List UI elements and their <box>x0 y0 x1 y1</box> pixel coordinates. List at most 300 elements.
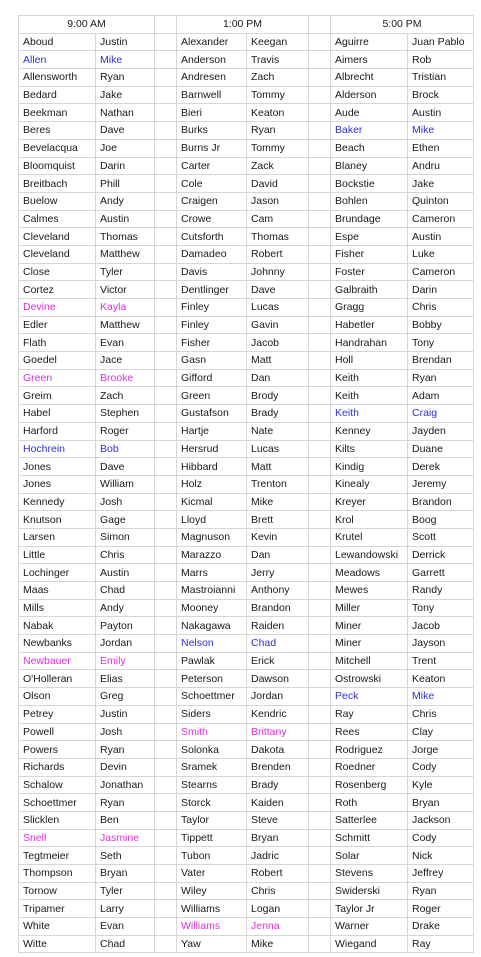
gap-cell[interactable] <box>309 157 331 175</box>
gap-cell[interactable] <box>309 458 331 476</box>
last-name-cell-1pm[interactable]: Finley <box>177 299 247 317</box>
gap-cell[interactable] <box>309 705 331 723</box>
first-name-cell-1pm[interactable]: Kendric <box>247 705 309 723</box>
gap-cell[interactable] <box>155 16 177 34</box>
first-name-cell-5pm[interactable]: Jacob <box>408 617 474 635</box>
first-name-cell-5pm[interactable]: Jake <box>408 175 474 193</box>
last-name-cell-5pm[interactable]: Bockstie <box>331 175 408 193</box>
last-name-cell-5pm[interactable]: Rees <box>331 723 408 741</box>
first-name-cell-1pm[interactable]: Robert <box>247 865 309 883</box>
first-name-cell-5pm[interactable]: Ethen <box>408 139 474 157</box>
last-name-cell-1pm[interactable]: Taylor <box>177 811 247 829</box>
gap-cell[interactable] <box>155 564 177 582</box>
first-name-cell-1pm[interactable]: Jason <box>247 192 309 210</box>
last-name-cell-5pm[interactable]: Foster <box>331 263 408 281</box>
first-name-cell-5pm[interactable]: Andru <box>408 157 474 175</box>
last-name-cell-9am[interactable]: Little <box>19 546 96 564</box>
first-name-cell-1pm[interactable]: Brandon <box>247 599 309 617</box>
first-name-cell-9am[interactable]: Kayla <box>96 299 155 317</box>
first-name-cell-1pm[interactable]: Bryan <box>247 829 309 847</box>
first-name-cell-1pm[interactable]: Lucas <box>247 440 309 458</box>
first-name-cell-5pm[interactable]: Bobby <box>408 316 474 334</box>
last-name-cell-9am[interactable]: Flath <box>19 334 96 352</box>
first-name-cell-5pm[interactable]: Nick <box>408 847 474 865</box>
first-name-cell-1pm[interactable]: Thomas <box>247 228 309 246</box>
first-name-cell-1pm[interactable]: Zack <box>247 157 309 175</box>
gap-cell[interactable] <box>155 811 177 829</box>
first-name-cell-5pm[interactable]: Keaton <box>408 670 474 688</box>
gap-cell[interactable] <box>155 387 177 405</box>
first-name-cell-9am[interactable]: Devin <box>96 758 155 776</box>
last-name-cell-5pm[interactable]: Galbraith <box>331 281 408 299</box>
first-name-cell-5pm[interactable]: Cameron <box>408 263 474 281</box>
last-name-cell-9am[interactable]: Powers <box>19 741 96 759</box>
first-name-cell-9am[interactable]: Tyler <box>96 263 155 281</box>
first-name-cell-9am[interactable]: Brooke <box>96 369 155 387</box>
first-name-cell-9am[interactable]: Emily <box>96 652 155 670</box>
gap-cell[interactable] <box>155 829 177 847</box>
last-name-cell-9am[interactable]: Nabak <box>19 617 96 635</box>
last-name-cell-1pm[interactable]: Carter <box>177 157 247 175</box>
last-name-cell-5pm[interactable]: Habetler <box>331 316 408 334</box>
last-name-cell-1pm[interactable]: Wiley <box>177 882 247 900</box>
first-name-cell-5pm[interactable]: Juan Pablo <box>408 33 474 51</box>
first-name-cell-9am[interactable]: Evan <box>96 918 155 936</box>
first-name-cell-1pm[interactable]: Brittany <box>247 723 309 741</box>
last-name-cell-1pm[interactable]: Marrs <box>177 564 247 582</box>
first-name-cell-5pm[interactable]: Duane <box>408 440 474 458</box>
last-name-cell-5pm[interactable]: Fisher <box>331 245 408 263</box>
last-name-cell-5pm[interactable]: Stevens <box>331 865 408 883</box>
first-name-cell-5pm[interactable]: Tony <box>408 334 474 352</box>
gap-cell[interactable] <box>309 617 331 635</box>
first-name-cell-9am[interactable]: Matthew <box>96 316 155 334</box>
last-name-cell-9am[interactable]: Olson <box>19 688 96 706</box>
first-name-cell-5pm[interactable]: Drake <box>408 918 474 936</box>
first-name-cell-9am[interactable]: Roger <box>96 422 155 440</box>
first-name-cell-9am[interactable]: Payton <box>96 617 155 635</box>
gap-cell[interactable] <box>309 69 331 87</box>
last-name-cell-9am[interactable]: Greim <box>19 387 96 405</box>
last-name-cell-9am[interactable]: Breitbach <box>19 175 96 193</box>
first-name-cell-5pm[interactable]: Jorge <box>408 741 474 759</box>
gap-cell[interactable] <box>155 245 177 263</box>
gap-cell[interactable] <box>155 334 177 352</box>
gap-cell[interactable] <box>309 263 331 281</box>
first-name-cell-9am[interactable]: Joe <box>96 139 155 157</box>
first-name-cell-9am[interactable]: Bryan <box>96 865 155 883</box>
first-name-cell-5pm[interactable]: Garrett <box>408 564 474 582</box>
last-name-cell-5pm[interactable]: Keith <box>331 387 408 405</box>
gap-cell[interactable] <box>155 104 177 122</box>
first-name-cell-9am[interactable]: Nathan <box>96 104 155 122</box>
first-name-cell-9am[interactable]: Chris <box>96 546 155 564</box>
last-name-cell-9am[interactable]: Hochrein <box>19 440 96 458</box>
first-name-cell-1pm[interactable]: Mike <box>247 493 309 511</box>
last-name-cell-5pm[interactable]: Swiderski <box>331 882 408 900</box>
gap-cell[interactable] <box>309 175 331 193</box>
first-name-cell-1pm[interactable]: Anthony <box>247 582 309 600</box>
gap-cell[interactable] <box>155 122 177 140</box>
first-name-cell-1pm[interactable]: Tommy <box>247 86 309 104</box>
first-name-cell-1pm[interactable]: Brady <box>247 776 309 794</box>
first-name-cell-5pm[interactable]: Ray <box>408 935 474 953</box>
last-name-cell-5pm[interactable]: Roth <box>331 794 408 812</box>
gap-cell[interactable] <box>155 69 177 87</box>
first-name-cell-1pm[interactable]: Raiden <box>247 617 309 635</box>
last-name-cell-5pm[interactable]: Rodriguez <box>331 741 408 759</box>
first-name-cell-9am[interactable]: Gage <box>96 511 155 529</box>
last-name-cell-9am[interactable]: Habel <box>19 405 96 423</box>
last-name-cell-9am[interactable]: Richards <box>19 758 96 776</box>
first-name-cell-5pm[interactable]: Trent <box>408 652 474 670</box>
last-name-cell-5pm[interactable]: Keith <box>331 369 408 387</box>
last-name-cell-5pm[interactable]: Blaney <box>331 157 408 175</box>
last-name-cell-9am[interactable]: Thompson <box>19 865 96 883</box>
gap-cell[interactable] <box>309 564 331 582</box>
last-name-cell-9am[interactable]: Beekman <box>19 104 96 122</box>
gap-cell[interactable] <box>155 493 177 511</box>
last-name-cell-1pm[interactable]: Holz <box>177 475 247 493</box>
last-name-cell-9am[interactable]: Slicklen <box>19 811 96 829</box>
first-name-cell-1pm[interactable]: Jenna <box>247 918 309 936</box>
first-name-cell-9am[interactable]: William <box>96 475 155 493</box>
last-name-cell-9am[interactable]: Jones <box>19 458 96 476</box>
last-name-cell-5pm[interactable]: Schmitt <box>331 829 408 847</box>
last-name-cell-1pm[interactable]: Hartje <box>177 422 247 440</box>
last-name-cell-5pm[interactable]: Beach <box>331 139 408 157</box>
last-name-cell-9am[interactable]: Schoettmer <box>19 794 96 812</box>
last-name-cell-5pm[interactable]: Bohlen <box>331 192 408 210</box>
gap-cell[interactable] <box>309 847 331 865</box>
first-name-cell-9am[interactable]: Elias <box>96 670 155 688</box>
first-name-cell-1pm[interactable]: Chad <box>247 635 309 653</box>
last-name-cell-5pm[interactable]: Miner <box>331 617 408 635</box>
first-name-cell-9am[interactable]: Josh <box>96 493 155 511</box>
last-name-cell-9am[interactable]: Bedard <box>19 86 96 104</box>
gap-cell[interactable] <box>309 86 331 104</box>
last-name-cell-5pm[interactable]: Holl <box>331 352 408 370</box>
first-name-cell-9am[interactable]: Tyler <box>96 882 155 900</box>
last-name-cell-1pm[interactable]: Andresen <box>177 69 247 87</box>
last-name-cell-1pm[interactable]: Nelson <box>177 635 247 653</box>
first-name-cell-1pm[interactable]: Brenden <box>247 758 309 776</box>
last-name-cell-9am[interactable]: Buelow <box>19 192 96 210</box>
first-name-cell-5pm[interactable]: Randy <box>408 582 474 600</box>
first-name-cell-1pm[interactable]: Matt <box>247 458 309 476</box>
first-name-cell-5pm[interactable]: Chris <box>408 299 474 317</box>
last-name-cell-9am[interactable]: Kennedy <box>19 493 96 511</box>
first-name-cell-1pm[interactable]: Dawson <box>247 670 309 688</box>
last-name-cell-1pm[interactable]: Kicmal <box>177 493 247 511</box>
last-name-cell-9am[interactable]: Harford <box>19 422 96 440</box>
gap-cell[interactable] <box>309 741 331 759</box>
first-name-cell-5pm[interactable]: Brendan <box>408 352 474 370</box>
gap-cell[interactable] <box>309 493 331 511</box>
first-name-cell-9am[interactable]: Darin <box>96 157 155 175</box>
last-name-cell-5pm[interactable]: Kinealy <box>331 475 408 493</box>
last-name-cell-5pm[interactable]: Krol <box>331 511 408 529</box>
gap-cell[interactable] <box>155 935 177 953</box>
first-name-cell-9am[interactable]: Ryan <box>96 69 155 87</box>
last-name-cell-5pm[interactable]: Aude <box>331 104 408 122</box>
first-name-cell-5pm[interactable]: Austin <box>408 228 474 246</box>
last-name-cell-9am[interactable]: O'Holleran <box>19 670 96 688</box>
gap-cell[interactable] <box>309 16 331 34</box>
gap-cell[interactable] <box>309 688 331 706</box>
first-name-cell-9am[interactable]: Phill <box>96 175 155 193</box>
gap-cell[interactable] <box>155 440 177 458</box>
gap-cell[interactable] <box>155 405 177 423</box>
first-name-cell-5pm[interactable]: Kyle <box>408 776 474 794</box>
first-name-cell-9am[interactable]: Greg <box>96 688 155 706</box>
gap-cell[interactable] <box>309 528 331 546</box>
last-name-cell-1pm[interactable]: Lloyd <box>177 511 247 529</box>
gap-cell[interactable] <box>309 405 331 423</box>
first-name-cell-9am[interactable]: Simon <box>96 528 155 546</box>
first-name-cell-1pm[interactable]: Jerry <box>247 564 309 582</box>
last-name-cell-1pm[interactable]: Peterson <box>177 670 247 688</box>
first-name-cell-5pm[interactable]: Derek <box>408 458 474 476</box>
last-name-cell-5pm[interactable]: Espe <box>331 228 408 246</box>
gap-cell[interactable] <box>155 688 177 706</box>
first-name-cell-1pm[interactable]: Jordan <box>247 688 309 706</box>
first-name-cell-1pm[interactable]: David <box>247 175 309 193</box>
last-name-cell-1pm[interactable]: Vater <box>177 865 247 883</box>
gap-cell[interactable] <box>155 599 177 617</box>
first-name-cell-5pm[interactable]: Jeremy <box>408 475 474 493</box>
first-name-cell-5pm[interactable]: Brandon <box>408 493 474 511</box>
first-name-cell-5pm[interactable]: Cameron <box>408 210 474 228</box>
last-name-cell-5pm[interactable]: Peck <box>331 688 408 706</box>
gap-cell[interactable] <box>155 33 177 51</box>
last-name-cell-9am[interactable]: White <box>19 918 96 936</box>
first-name-cell-5pm[interactable]: Boog <box>408 511 474 529</box>
first-name-cell-1pm[interactable]: Matt <box>247 352 309 370</box>
first-name-cell-5pm[interactable]: Bryan <box>408 794 474 812</box>
gap-cell[interactable] <box>309 723 331 741</box>
gap-cell[interactable] <box>155 723 177 741</box>
first-name-cell-9am[interactable]: Josh <box>96 723 155 741</box>
last-name-cell-9am[interactable]: Schalow <box>19 776 96 794</box>
first-name-cell-5pm[interactable]: Roger <box>408 900 474 918</box>
first-name-cell-1pm[interactable]: Cam <box>247 210 309 228</box>
gap-cell[interactable] <box>309 387 331 405</box>
gap-cell[interactable] <box>155 741 177 759</box>
last-name-cell-5pm[interactable]: Meadows <box>331 564 408 582</box>
first-name-cell-5pm[interactable]: Cody <box>408 758 474 776</box>
gap-cell[interactable] <box>155 210 177 228</box>
last-name-cell-1pm[interactable]: Siders <box>177 705 247 723</box>
gap-cell[interactable] <box>309 440 331 458</box>
last-name-cell-1pm[interactable]: Fisher <box>177 334 247 352</box>
first-name-cell-5pm[interactable]: Jackson <box>408 811 474 829</box>
last-name-cell-5pm[interactable]: Solar <box>331 847 408 865</box>
first-name-cell-5pm[interactable]: Rob <box>408 51 474 69</box>
header-1pm[interactable]: 1:00 PM <box>177 16 309 34</box>
first-name-cell-9am[interactable]: Mike <box>96 51 155 69</box>
gap-cell[interactable] <box>155 670 177 688</box>
gap-cell[interactable] <box>155 263 177 281</box>
header-9am[interactable]: 9:00 AM <box>19 16 155 34</box>
last-name-cell-1pm[interactable]: Gustafson <box>177 405 247 423</box>
first-name-cell-5pm[interactable]: Cody <box>408 829 474 847</box>
last-name-cell-1pm[interactable]: Stearns <box>177 776 247 794</box>
last-name-cell-9am[interactable]: Larsen <box>19 528 96 546</box>
first-name-cell-9am[interactable]: Jasmine <box>96 829 155 847</box>
last-name-cell-1pm[interactable]: Dentlinger <box>177 281 247 299</box>
last-name-cell-1pm[interactable]: Hersrud <box>177 440 247 458</box>
gap-cell[interactable] <box>155 228 177 246</box>
gap-cell[interactable] <box>155 865 177 883</box>
first-name-cell-9am[interactable]: Larry <box>96 900 155 918</box>
last-name-cell-9am[interactable]: Maas <box>19 582 96 600</box>
last-name-cell-5pm[interactable]: Albrecht <box>331 69 408 87</box>
last-name-cell-9am[interactable]: Cleveland <box>19 228 96 246</box>
first-name-cell-1pm[interactable]: Gavin <box>247 316 309 334</box>
last-name-cell-1pm[interactable]: Gasn <box>177 352 247 370</box>
last-name-cell-5pm[interactable]: Lewandowski <box>331 546 408 564</box>
last-name-cell-5pm[interactable]: Warner <box>331 918 408 936</box>
gap-cell[interactable] <box>155 475 177 493</box>
last-name-cell-1pm[interactable]: Burks <box>177 122 247 140</box>
gap-cell[interactable] <box>309 334 331 352</box>
first-name-cell-5pm[interactable]: Brock <box>408 86 474 104</box>
first-name-cell-9am[interactable]: Ryan <box>96 794 155 812</box>
last-name-cell-9am[interactable]: Allensworth <box>19 69 96 87</box>
last-name-cell-5pm[interactable]: Kenney <box>331 422 408 440</box>
gap-cell[interactable] <box>155 157 177 175</box>
first-name-cell-1pm[interactable]: Lucas <box>247 299 309 317</box>
first-name-cell-5pm[interactable]: Chris <box>408 705 474 723</box>
last-name-cell-5pm[interactable]: Baker <box>331 122 408 140</box>
first-name-cell-9am[interactable]: Jace <box>96 352 155 370</box>
first-name-cell-1pm[interactable]: Logan <box>247 900 309 918</box>
first-name-cell-5pm[interactable]: Austin <box>408 104 474 122</box>
first-name-cell-9am[interactable]: Ben <box>96 811 155 829</box>
gap-cell[interactable] <box>155 192 177 210</box>
last-name-cell-5pm[interactable]: Brundage <box>331 210 408 228</box>
first-name-cell-1pm[interactable]: Dan <box>247 369 309 387</box>
gap-cell[interactable] <box>155 776 177 794</box>
last-name-cell-9am[interactable]: Mills <box>19 599 96 617</box>
gap-cell[interactable] <box>309 210 331 228</box>
gap-cell[interactable] <box>155 369 177 387</box>
last-name-cell-9am[interactable]: Tripamer <box>19 900 96 918</box>
last-name-cell-1pm[interactable]: Magnuson <box>177 528 247 546</box>
first-name-cell-1pm[interactable]: Robert <box>247 245 309 263</box>
first-name-cell-9am[interactable]: Matthew <box>96 245 155 263</box>
last-name-cell-1pm[interactable]: Mastroianni <box>177 582 247 600</box>
first-name-cell-1pm[interactable]: Mike <box>247 935 309 953</box>
first-name-cell-5pm[interactable]: Derrick <box>408 546 474 564</box>
last-name-cell-9am[interactable]: Goedel <box>19 352 96 370</box>
last-name-cell-1pm[interactable]: Gifford <box>177 369 247 387</box>
first-name-cell-5pm[interactable]: Mike <box>408 688 474 706</box>
gap-cell[interactable] <box>309 299 331 317</box>
last-name-cell-1pm[interactable]: Anderson <box>177 51 247 69</box>
last-name-cell-1pm[interactable]: Yaw <box>177 935 247 953</box>
gap-cell[interactable] <box>309 122 331 140</box>
first-name-cell-9am[interactable]: Austin <box>96 210 155 228</box>
last-name-cell-5pm[interactable]: Mitchell <box>331 652 408 670</box>
gap-cell[interactable] <box>155 86 177 104</box>
first-name-cell-1pm[interactable]: Brady <box>247 405 309 423</box>
first-name-cell-1pm[interactable]: Tommy <box>247 139 309 157</box>
gap-cell[interactable] <box>155 51 177 69</box>
first-name-cell-1pm[interactable]: Johnny <box>247 263 309 281</box>
gap-cell[interactable] <box>155 139 177 157</box>
gap-cell[interactable] <box>155 299 177 317</box>
last-name-cell-5pm[interactable]: Handrahan <box>331 334 408 352</box>
first-name-cell-9am[interactable]: Thomas <box>96 228 155 246</box>
gap-cell[interactable] <box>309 316 331 334</box>
gap-cell[interactable] <box>309 51 331 69</box>
first-name-cell-5pm[interactable]: Ryan <box>408 369 474 387</box>
last-name-cell-9am[interactable]: Aboud <box>19 33 96 51</box>
first-name-cell-9am[interactable]: Seth <box>96 847 155 865</box>
first-name-cell-9am[interactable]: Justin <box>96 705 155 723</box>
first-name-cell-5pm[interactable]: Mike <box>408 122 474 140</box>
gap-cell[interactable] <box>155 175 177 193</box>
last-name-cell-5pm[interactable]: Kilts <box>331 440 408 458</box>
last-name-cell-1pm[interactable]: Craigen <box>177 192 247 210</box>
last-name-cell-1pm[interactable]: Bieri <box>177 104 247 122</box>
last-name-cell-1pm[interactable]: Barnwell <box>177 86 247 104</box>
last-name-cell-9am[interactable]: Jones <box>19 475 96 493</box>
last-name-cell-5pm[interactable]: Wiegand <box>331 935 408 953</box>
last-name-cell-1pm[interactable]: Green <box>177 387 247 405</box>
last-name-cell-5pm[interactable]: Mewes <box>331 582 408 600</box>
first-name-cell-5pm[interactable]: Adam <box>408 387 474 405</box>
last-name-cell-5pm[interactable]: Taylor Jr <box>331 900 408 918</box>
last-name-cell-1pm[interactable]: Mooney <box>177 599 247 617</box>
first-name-cell-1pm[interactable]: Kevin <box>247 528 309 546</box>
last-name-cell-5pm[interactable]: Kindig <box>331 458 408 476</box>
last-name-cell-9am[interactable]: Cleveland <box>19 245 96 263</box>
last-name-cell-1pm[interactable]: Alexander <box>177 33 247 51</box>
gap-cell[interactable] <box>155 847 177 865</box>
first-name-cell-1pm[interactable]: Keaton <box>247 104 309 122</box>
first-name-cell-1pm[interactable]: Steve <box>247 811 309 829</box>
gap-cell[interactable] <box>155 900 177 918</box>
gap-cell[interactable] <box>309 794 331 812</box>
first-name-cell-1pm[interactable]: Brody <box>247 387 309 405</box>
first-name-cell-9am[interactable]: Bob <box>96 440 155 458</box>
last-name-cell-5pm[interactable]: Miner <box>331 635 408 653</box>
first-name-cell-1pm[interactable]: Jacob <box>247 334 309 352</box>
first-name-cell-9am[interactable]: Austin <box>96 564 155 582</box>
gap-cell[interactable] <box>309 546 331 564</box>
last-name-cell-9am[interactable]: Tornow <box>19 882 96 900</box>
gap-cell[interactable] <box>155 352 177 370</box>
first-name-cell-5pm[interactable]: Luke <box>408 245 474 263</box>
first-name-cell-9am[interactable]: Jonathan <box>96 776 155 794</box>
last-name-cell-1pm[interactable]: Williams <box>177 918 247 936</box>
last-name-cell-9am[interactable]: Close <box>19 263 96 281</box>
gap-cell[interactable] <box>155 316 177 334</box>
last-name-cell-9am[interactable]: Petrey <box>19 705 96 723</box>
last-name-cell-1pm[interactable]: Tippett <box>177 829 247 847</box>
first-name-cell-5pm[interactable]: Scott <box>408 528 474 546</box>
last-name-cell-1pm[interactable]: Williams <box>177 900 247 918</box>
gap-cell[interactable] <box>155 758 177 776</box>
last-name-cell-5pm[interactable]: Satterlee <box>331 811 408 829</box>
first-name-cell-5pm[interactable]: Clay <box>408 723 474 741</box>
last-name-cell-5pm[interactable]: Aguirre <box>331 33 408 51</box>
first-name-cell-1pm[interactable]: Dave <box>247 281 309 299</box>
first-name-cell-5pm[interactable]: Quinton <box>408 192 474 210</box>
